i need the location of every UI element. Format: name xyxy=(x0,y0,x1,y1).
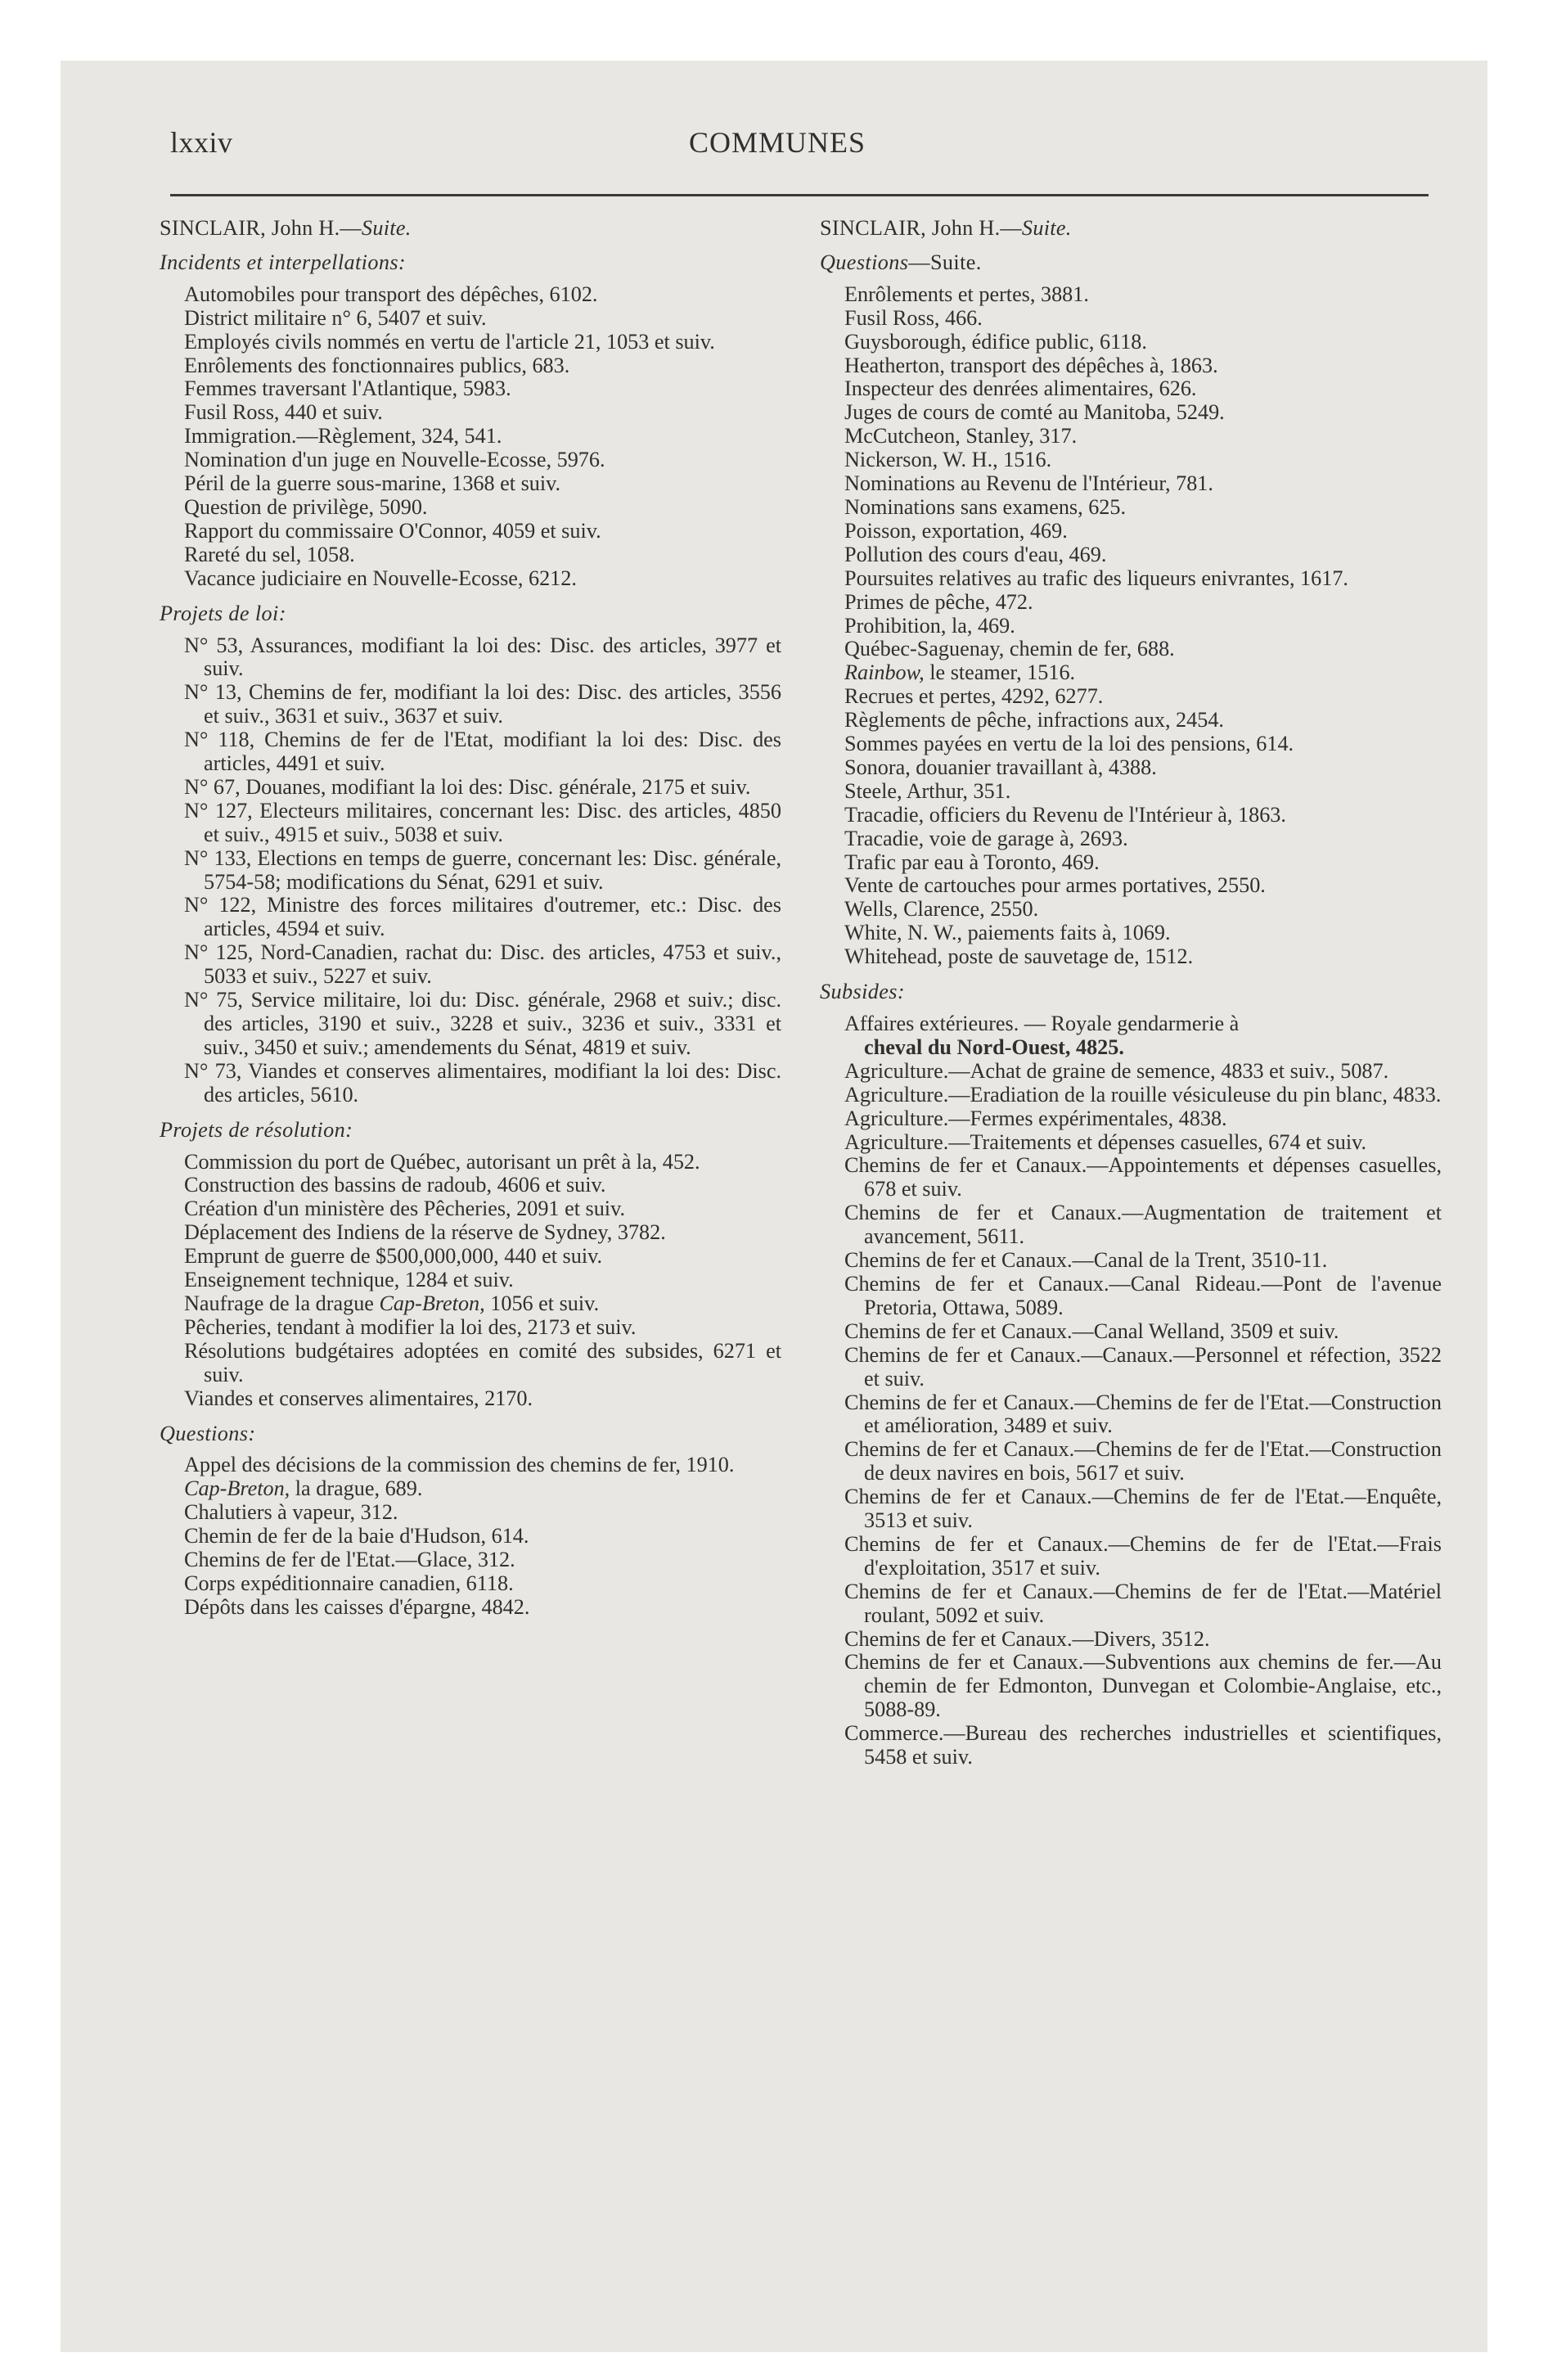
index-entry: Chemins de fer et Canaux.—Subventions aux chemins de fer.—Au chemin de fer Edmonton, Dunvegan et Colombie-Anglaise, etc., 5088-89. xyxy=(844,1650,1442,1722)
index-entry: Création d'un ministère des Pêcheries, 2091 et suiv. xyxy=(184,1197,626,1221)
index-entry: Heatherton, transport des dépêches à, 1863. xyxy=(844,353,1218,377)
index-entry: Nomination d'un juge en Nouvelle-Ecosse, 5976. xyxy=(184,448,605,472)
index-entry: N° 53, Assurances, modifiant la loi des: Disc. des articles, 3977 et suiv. xyxy=(184,633,781,681)
index-entry: Wells, Clarence, 2550. xyxy=(844,897,1039,922)
index-entry: Tracadie, voie de garage à, 2693. xyxy=(844,826,1128,850)
index-entry: Dépôts dans les caisses d'épargne, 4842. xyxy=(184,1594,530,1619)
index-entry: Pêcheries, tendant à modifier la loi des, 2173 et suiv. xyxy=(184,1314,637,1339)
section-heading: Projets de loi: xyxy=(160,601,286,625)
section-heading: Incidents et interpellations: xyxy=(160,250,407,274)
index-entry: Primes de pêche, 472. xyxy=(844,589,1033,614)
index-entry: Chemin de fer de la baie d'Hudson, 614. xyxy=(184,1524,529,1548)
index-entry: Chemins de fer et Canaux.—Canal de la Trent, 3510-11. xyxy=(844,1248,1328,1273)
page-title: COMMUNES xyxy=(689,126,866,159)
index-entry: N° 118, Chemins de fer de l'Etat, modifiant la loi des: Disc. des articles, 4491 et suiv. xyxy=(184,728,781,776)
index-entry: Chemins de fer et Canaux.—Chemins de fer de l'Etat.—Matériel roulant, 5092 et suiv. xyxy=(844,1579,1442,1627)
index-entry: Enseignement technique, 1284 et suiv. xyxy=(184,1268,514,1292)
index-entry: Employés civils nommés en vertu de l'article 21, 1053 et suiv. xyxy=(184,329,715,354)
index-entry: Chemins de fer et Canaux.—Canal Welland, 3509 et suiv. xyxy=(844,1318,1339,1343)
index-entry: Rapport du commissaire O'Connor, 4059 et suiv. xyxy=(184,518,601,543)
index-entry: Péril de la guerre sous-marine, 1368 et suiv. xyxy=(184,471,561,496)
index-entry: Chemins de fer et Canaux.—Canal Rideau.—Pont de l'avenue Pretoria, Ottawa, 5089. xyxy=(844,1271,1442,1319)
running-head: SINCLAIR, John H.—Suite. xyxy=(160,216,412,240)
index-entry: District militaire n° 6, 5407 et suiv. xyxy=(184,305,487,330)
index-entry: Chemins de fer et Canaux.—Appointements et dépenses casuelles, 678 et suiv. xyxy=(844,1153,1442,1201)
index-entry: Appel des décisions de la commission des chemins de fer, 1910. xyxy=(184,1453,735,1477)
index-entry: Corps expéditionnaire canadien, 6118. xyxy=(184,1571,514,1595)
right-column xyxy=(820,217,1442,1769)
index-entry: Emprunt de guerre de $500,000,000, 440 et suiv. xyxy=(184,1244,603,1269)
index-entry: N° 127, Electeurs militaires, concernant les: Disc. des articles, 4850 et suiv., 4915 et suiv., 5038 et suiv. xyxy=(184,798,781,846)
index-entry: Chemins de fer et Canaux.—Chemins de fer de l'Etat.—Construction et amélioration, 3489 et suiv. xyxy=(844,1390,1442,1438)
index-entry: Chemins de fer et Canaux.—Chemins de fer de l'Etat.—Frais d'exploitation, 3517 et suiv. xyxy=(844,1531,1442,1580)
index-entry: Femmes traversant l'Atlantique, 5983. xyxy=(184,376,511,401)
index-entry: Agriculture.—Eradiation de la rouille vésiculeuse du pin blanc, 4833. xyxy=(844,1082,1442,1107)
index-entry: Québec-Saguenay, chemin de fer, 688. xyxy=(844,637,1175,661)
section-heading: Questions: xyxy=(160,1421,256,1445)
index-entry: N° 67, Douanes, modifiant la loi des: Disc. générale, 2175 et suiv. xyxy=(184,774,751,799)
left-column xyxy=(160,217,781,1620)
index-entry: Agriculture.—Traitements et dépenses casuelles, 674 et suiv. xyxy=(844,1129,1367,1154)
index-entry: Viandes et conserves alimentaires, 2170. xyxy=(184,1386,533,1410)
header-rule xyxy=(170,194,1429,196)
index-entry: N° 122, Ministre des forces militaires d'outremer, etc.: Disc. des articles, 4594 et suiv. xyxy=(184,893,781,941)
index-entry: Immigration.—Règlement, 324, 541. xyxy=(184,424,502,449)
index-entry: Commerce.—Bureau des recherches industrielles et scientifiques, 5458 et suiv. xyxy=(844,1721,1442,1769)
index-entry: Poisson, exportation, 469. xyxy=(844,518,1068,543)
index-entry: N° 75, Service militaire, loi du: Disc. générale, 2968 et suiv.; disc. des articles, 3190 et suiv., 3228 et suiv., 3236 et suiv., 3331 et suiv., 3450 et suiv.; amendements du Sénat, 4819 et suiv. xyxy=(184,988,781,1059)
section-heading: Questions—Suite. xyxy=(820,250,982,274)
index-entry: Fusil Ross, 466. xyxy=(844,305,983,330)
index-entry: Prohibition, la, 469. xyxy=(844,613,1015,638)
index-entry: Tracadie, officiers du Revenu de l'Intérieur à, 1863. xyxy=(844,802,1286,827)
running-head: SINCLAIR, John H.—Suite. xyxy=(820,216,1072,240)
index-entry: Chalutiers à vapeur, 312. xyxy=(184,1500,398,1525)
index-entry: Trafic par eau à Toronto, 469. xyxy=(844,850,1100,874)
index-entry: Steele, Arthur, 351. xyxy=(844,778,1011,803)
index-entry: Rainbow, le steamer, 1516. xyxy=(844,660,1076,685)
index-entry: Guysborough, édifice public, 6118. xyxy=(844,329,1147,354)
index-entry: Chemins de fer et Canaux.—Canaux.—Personnel et réfection, 3522 et suiv. xyxy=(844,1342,1442,1391)
index-entry: Poursuites relatives au trafic des liqueurs enivrantes, 1617. xyxy=(844,566,1348,590)
index-entry: Chemins de fer et Canaux.—Augmentation de traitement et avancement, 5611. xyxy=(844,1201,1442,1249)
index-entry: Déplacement des Indiens de la réserve de Sydney, 3782. xyxy=(184,1220,666,1245)
index-entry: Sommes payées en vertu de la loi des pensions, 614. xyxy=(844,732,1294,756)
section-heading: Subsides: xyxy=(820,980,905,1004)
index-entry: Whitehead, poste de sauvetage de, 1512. xyxy=(844,944,1194,969)
index-entry: Question de privilège, 5090. xyxy=(184,494,428,519)
index-entry: Automobiles pour transport des dépêches, 6102. xyxy=(184,282,598,306)
index-entry: Inspecteur des denrées alimentaires, 626. xyxy=(844,376,1197,401)
index-entry: Recrues et pertes, 4292, 6277. xyxy=(844,684,1104,709)
index-entry: N° 125, Nord-Canadien, rachat du: Disc. des articles, 4753 et suiv., 5033 et suiv., 5227 et suiv. xyxy=(184,940,781,989)
index-entry: Enrôlements des fonctionnaires publics, 683. xyxy=(184,353,570,377)
index-entry: McCutcheon, Stanley, 317. xyxy=(844,424,1078,449)
index-entry: Juges de cours de comté au Manitoba, 5249. xyxy=(844,400,1225,425)
index-entry: Fusil Ross, 440 et suiv. xyxy=(184,400,383,425)
index-entry: Chemins de fer et Canaux.—Chemins de fer de l'Etat.—Enquête, 3513 et suiv. xyxy=(844,1485,1442,1533)
scanned-page xyxy=(61,61,1487,2352)
index-entry: Agriculture.—Fermes expérimentales, 4838. xyxy=(844,1106,1227,1130)
index-entry: Chemins de fer et Canaux.—Chemins de fer de l'Etat.—Construction de deux navires en bois, 5617 et suiv. xyxy=(844,1437,1442,1485)
index-entry: Sonora, douanier travaillant à, 4388. xyxy=(844,755,1157,779)
index-entry: Règlements de pêche, infractions aux, 2454. xyxy=(844,708,1224,732)
page-number: lxxiv xyxy=(170,126,233,159)
index-entry: Cap-Breton, la drague, 689. xyxy=(184,1476,423,1501)
index-entry: Chemins de fer et Canaux.—Divers, 3512. xyxy=(844,1626,1210,1651)
index-entry: N° 133, Elections en temps de guerre, concernant les: Disc. générale, 5754-58; modifications du Sénat, 6291 et suiv. xyxy=(184,845,781,894)
index-entry: Construction des bassins de radoub, 4606 et suiv. xyxy=(184,1173,606,1197)
section-heading: Projets de résolution: xyxy=(160,1117,353,1142)
index-entry: Résolutions budgétaires adoptées en comité des subsides, 6271 et suiv. xyxy=(184,1338,781,1386)
index-entry: Pollution des cours d'eau, 469. xyxy=(844,542,1107,566)
index-entry: Commission du port de Québec, autorisant un prêt à la, 452. xyxy=(184,1149,700,1174)
index-entry: cheval du Nord-Ouest, 4825. xyxy=(864,1034,1124,1059)
index-entry: N° 73, Viandes et conserves alimentaires, modifiant la loi des: Disc. des articles, 5610. xyxy=(184,1058,781,1107)
index-entry: Rareté du sel, 1058. xyxy=(184,542,355,566)
index-entry: Nominations au Revenu de l'Intérieur, 781. xyxy=(844,471,1213,496)
index-entry: Nickerson, W. H., 1516. xyxy=(844,448,1052,472)
index-entry: Vacance judiciaire en Nouvelle-Ecosse, 6212. xyxy=(184,566,577,590)
index-entry: Enrôlements et pertes, 3881. xyxy=(844,282,1089,306)
index-entry: Vente de cartouches pour armes portatives, 2550. xyxy=(844,873,1266,898)
index-entry: N° 13, Chemins de fer, modifiant la loi des: Disc. des articles, 3556 et suiv., 3631 et suiv., 3637 et suiv. xyxy=(184,680,781,728)
index-entry: Naufrage de la drague Cap-Breton, 1056 et suiv. xyxy=(184,1291,600,1315)
index-entry: Nominations sans examens, 625. xyxy=(844,494,1127,519)
index-entry: Affaires extérieures. — Royale gendarmerie à xyxy=(844,1012,1240,1035)
index-entry: White, N. W., paiements faits à, 1069. xyxy=(844,921,1171,945)
index-entry: Agriculture.—Achat de graine de semence, 4833 et suiv., 5087. xyxy=(844,1058,1389,1083)
index-entry: Chemins de fer de l'Etat.—Glace, 312. xyxy=(184,1548,515,1572)
